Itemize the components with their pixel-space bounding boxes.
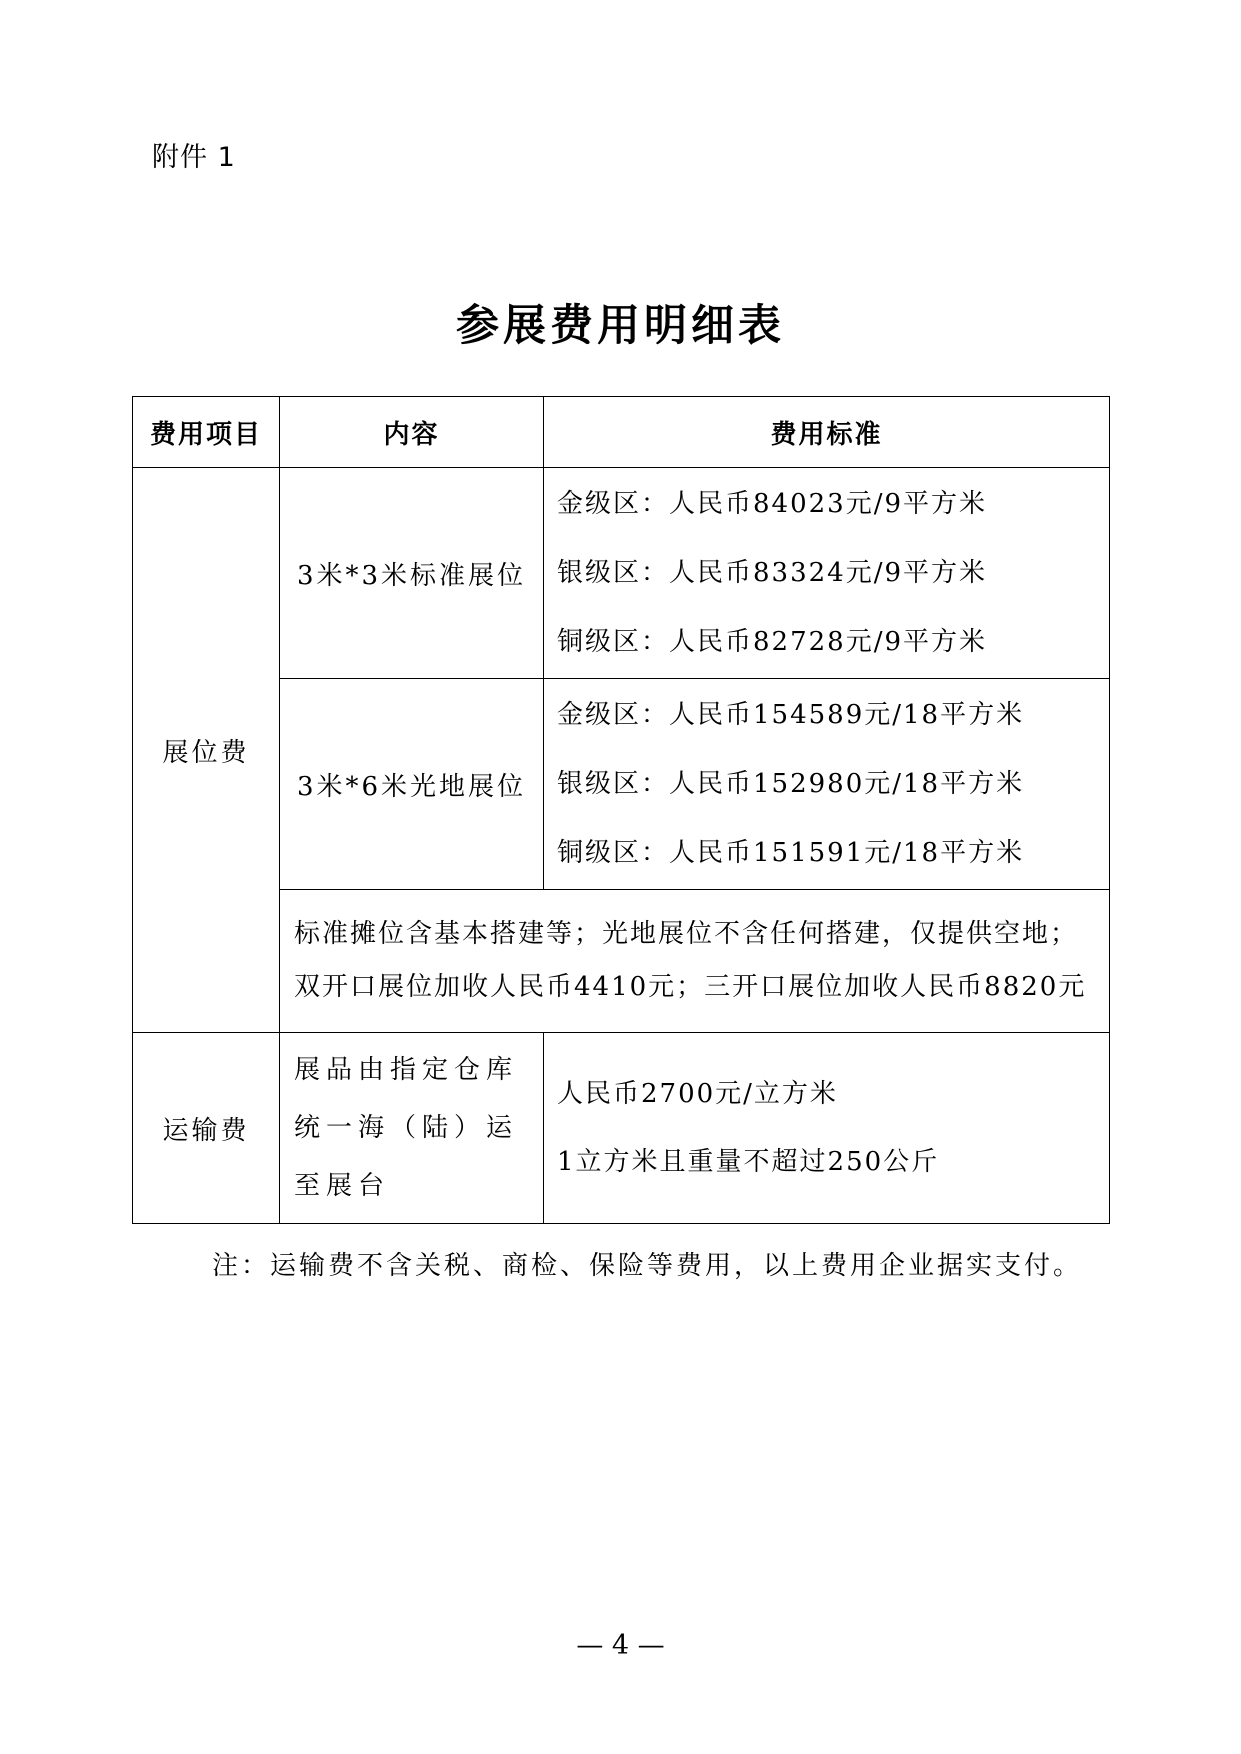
standard-booth-content: 3米*3米标准展位 [280, 468, 544, 679]
price-line: 人民币2700元/立方米 [557, 1079, 838, 1109]
table-header-row [133, 397, 1110, 468]
table-row [133, 679, 1110, 890]
booth-fee-item: 展位费 [133, 468, 280, 1033]
booth-note-line: 双开口展位加收人民币4410元；三开口展位加收人民币8820元 [294, 972, 1087, 1002]
price-line: 铜级区：人民币151591元/18平方米 [557, 837, 1025, 868]
shipping-content: 展品由指定仓库统一海（陆）运至展台 [280, 1033, 544, 1224]
header-fee-standard: 费用标准 [544, 397, 1110, 468]
footnote: 注：运输费不含关税、商检、保险等费用，以上费用企业据实支付。 [212, 1251, 1083, 1281]
header-content: 内容 [280, 397, 544, 468]
standard-booth-prices [544, 468, 1110, 679]
header-fee-item: 费用项目 [133, 397, 280, 468]
raw-space-booth-prices [544, 679, 1110, 890]
booth-note-line: 标准摊位含基本搭建等；光地展位不含任何搭建，仅提供空地； [294, 919, 1079, 949]
shipping-fee-item: 运输费 [133, 1033, 280, 1224]
price-line: 铜级区：人民币82728元/9平方米 [557, 626, 988, 657]
price-line: 银级区：人民币152980元/18平方米 [557, 768, 1025, 799]
price-line: 金级区：人民币154589元/18平方米 [557, 699, 1025, 730]
table-row [133, 890, 1110, 1033]
booth-note [280, 890, 1110, 1033]
raw-space-booth-content: 3米*6米光地展位 [280, 679, 544, 890]
shipping-prices [544, 1033, 1110, 1224]
attachment-label: 附件 1 [152, 142, 236, 173]
price-line: 金级区：人民币84023元/9平方米 [557, 488, 988, 519]
table-row [133, 468, 1110, 679]
page-number: — 4 — [576, 1630, 665, 1661]
table-row [133, 1033, 1110, 1224]
price-line: 1立方米且重量不超过250公斤 [557, 1147, 940, 1177]
page-title: 参展费用明细表 [456, 301, 785, 351]
fee-table [132, 396, 1110, 1224]
price-line: 银级区：人民币83324元/9平方米 [557, 557, 988, 588]
